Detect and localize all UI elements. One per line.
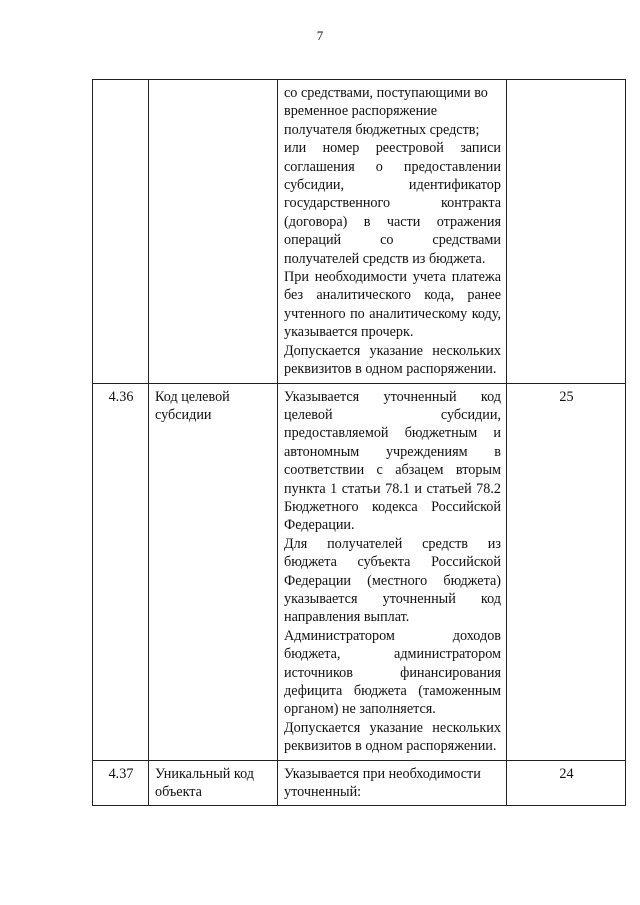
description-paragraph: или номер реестровой записи соглашения о предоставлении субсидии, идентификатор государственного контракта (договора) в части отражения операций со средствами получателей средств из бюджета. [284, 140, 501, 267]
row-field-code: 24 [507, 760, 626, 806]
table-row [93, 80, 626, 384]
description-paragraph: Допускается указание нескольких реквизитов в одном распоряжении. [284, 719, 501, 755]
description-paragraph: Допускается указание нескольких реквизитов в одном распоряжении. [284, 342, 501, 378]
row-number: 4.36 [93, 383, 149, 760]
table-row [93, 760, 626, 806]
description-paragraph: со средствами, поступающими во временное распоряжение получателя бюджетных средств; [284, 85, 488, 138]
row-description [278, 80, 507, 384]
row-number: 4.37 [93, 760, 149, 806]
row-field-code: 25 [507, 383, 626, 760]
row-name [149, 80, 278, 384]
row-description [278, 760, 507, 806]
description-paragraph: Администратором доходов бюджета, администратором источников финансирования дефицита бюджета (таможенным органом) не заполняется. [284, 627, 501, 718]
page-number: 7 [316, 28, 324, 43]
description-paragraph: При необходимости учета платежа без аналитического кода, ранее учтенного по аналитическому коду, указывается прочерк. [284, 269, 501, 341]
requisites-table [92, 79, 626, 806]
row-name: Уникальный код объекта [149, 760, 278, 806]
description-paragraph: Указывается уточненный код целевой субсидии, предоставляемой бюджетным и автономным учреждениям в соответствии с абзацем вторым пункта 1 статьи 78.1 и статьей 78.2 Бюджетного кодекса Российской Федерации. [284, 388, 501, 534]
description-paragraph: Для получателей средств из бюджета субъекта Российской Федерации (местного бюджета) указывается уточненный код направления выплат. [284, 535, 501, 626]
row-name: Код целевой субсидии [149, 383, 278, 760]
row-number [93, 80, 149, 384]
row-field-code [507, 80, 626, 384]
row-description [278, 383, 507, 760]
description-paragraph: Указывается при необходимости уточненный: [284, 765, 481, 801]
table-row [93, 383, 626, 760]
